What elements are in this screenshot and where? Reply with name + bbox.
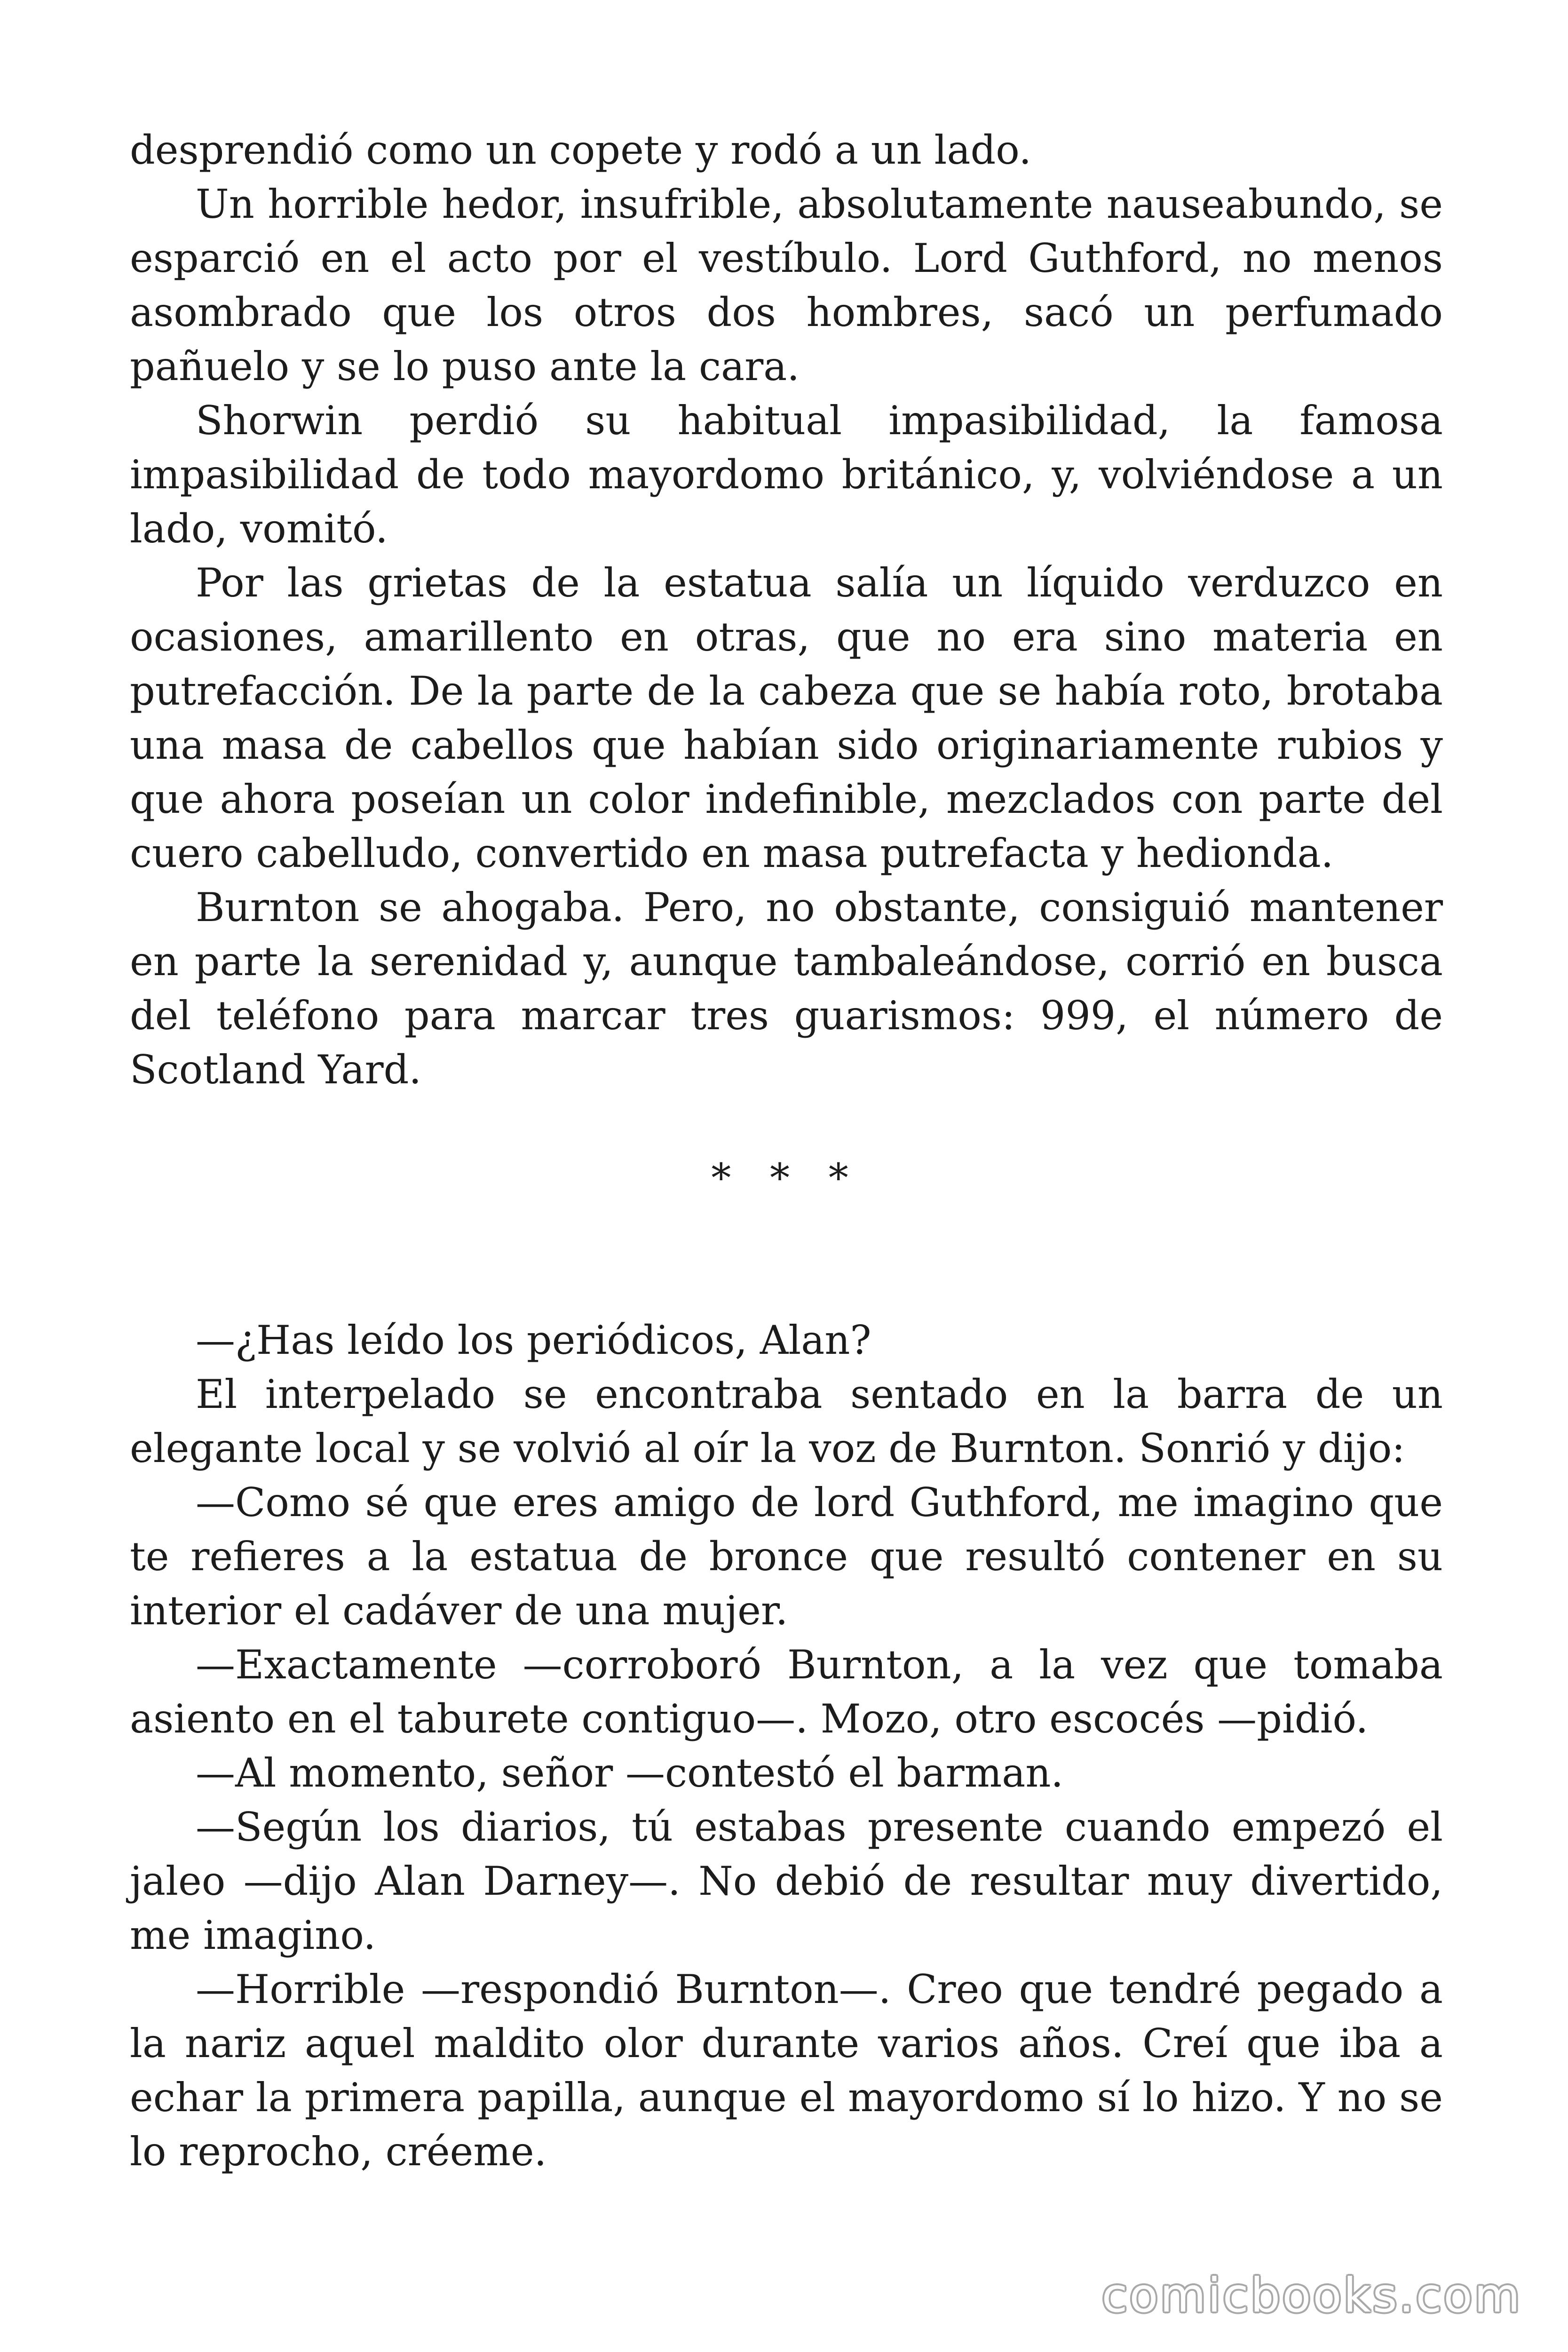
paragraph: Shorwin perdió su habitual impasibilidad, la famosa impasibilidad de todo mayordomo británico, y, volviéndose a un lado, vomitó. <box>130 397 1443 552</box>
text-section-before <box>130 123 1443 1097</box>
paragraph: —Exactamente —corroboró Burnton, a la vez que tomaba asiento en el taburete contiguo—. Mozo, otro escocés —pidió. <box>130 1642 1443 1742</box>
paragraph: Por las grietas de la estatua salía un líquido verduzco en ocasiones, amarillento en otras, que no era sino materia en putrefacción. De la parte de la cabeza que se había roto, brotaba una masa de cabellos que habían sido originariamente rubios y que ahora poseían un color indefinible, mezclados con parte del cuero cabelludo, convertido en masa putrefacta y hedionda. <box>130 560 1443 876</box>
paragraph: Burnton se ahogaba. Pero, no obstante, consiguió mantener en parte la serenidad y, aunque tambaleándose, corrió en busca del teléfono para marcar tres guarismos: 999, el número de Scotland Yard. <box>130 884 1443 1093</box>
page-body <box>130 123 1443 2179</box>
paragraph: —Como sé que eres amigo de lord Guthford, me imagino que te refieres a la estatua de bronce que resultó contener en su interior el cadáver de una mujer. <box>130 1479 1443 1634</box>
paragraph: —Al momento, señor —contestó el barman. <box>196 1750 1064 1796</box>
paragraph: Un horrible hedor, insufrible, absolutamente nauseabundo, se esparció en el acto por el vestíbulo. Lord Guthford, no menos asombrado que los otros dos hombres, sacó un perfumado pañuelo y se lo puso ante la cara. <box>130 181 1443 389</box>
section-break <box>130 1097 1443 1313</box>
section-separator: * * * <box>711 1155 862 1201</box>
paragraph: —Horrible —respondió Burnton—. Creo que tendré pegado a la nariz aquel maldito olor durante varios años. Creí que iba a echar la primera papilla, aunque el mayordomo sí lo hizo. Y no se lo reprocho, créeme. <box>130 1966 1443 2175</box>
paragraph: —¿Has leído los periódicos, Alan? <box>196 1317 871 1363</box>
paragraph: desprendió como un copete y rodó a un lado. <box>130 127 1032 173</box>
paragraph: El interpelado se encontraba sentado en la barra de un elegante local y se volvió al oír la voz de Burnton. Sonrió y dijo: <box>130 1371 1443 1471</box>
paragraph: —Según los diarios, tú estabas presente cuando empezó el jaleo —dijo Alan Darney—. No debió de resultar muy divertido, me imagino. <box>130 1804 1443 1958</box>
watermark: comicbooks.com <box>1101 2268 1522 2323</box>
text-section-after <box>130 1313 1443 2179</box>
